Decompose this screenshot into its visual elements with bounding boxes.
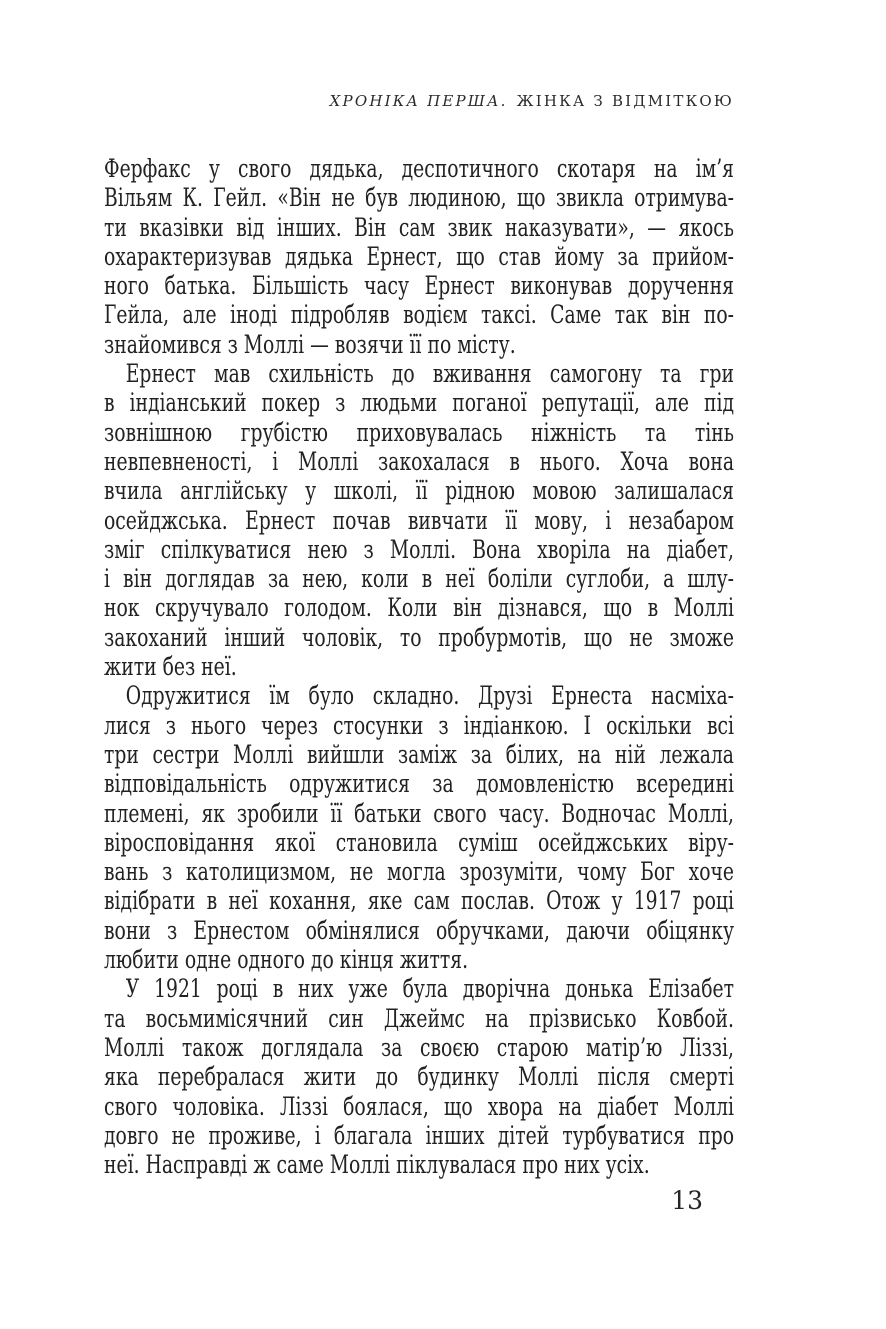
running-header-title: ЖІНКА З ВІДМІТКОЮ xyxy=(516,92,734,110)
body-line: вчила англійську у школі, її рідною мовою залишалася xyxy=(104,476,734,506)
body-line: закоханий інший чоловік, то пробурмотів, що не зможе xyxy=(104,622,734,652)
body-line: довго не проживе, і благала інших дітей турбуватися про xyxy=(104,1120,734,1150)
body-line: знайомився з Моллі — возячи її по місту. xyxy=(104,329,516,359)
body-line: Вільям К. Гейл. «Він не був людиною, що звикла отримува- xyxy=(104,183,734,213)
body-line: Моллі також доглядала за своєю старою матір’ю Ліззі, xyxy=(104,1032,734,1062)
body-line: любити одне одного до кінця життя. xyxy=(104,945,469,975)
running-header-chapter: ХРОНІКА ПЕРША. xyxy=(329,92,508,110)
body-line: зміг спілкуватися нею з Моллі. Вона хворіла на діабет, xyxy=(104,534,734,564)
body-line: лися з нього через стосунки з індіанкою. І оскільки всі xyxy=(104,710,734,740)
body-line: жити без неї. xyxy=(104,652,237,682)
body-line: і він доглядав за нею, коли в неї боліли суглоби, а шлу- xyxy=(104,564,734,594)
body-line: яка перебралася жити до будинку Моллі після смерті xyxy=(104,1062,734,1092)
body-line: Гейла, але іноді підробляв водієм таксі. Саме так він по- xyxy=(104,300,734,330)
body-line: нок скручувало голодом. Коли він дізнався, що в Моллі xyxy=(104,593,734,623)
body-line: відібрати в неї кохання, яке сам послав. Отож у 1917 році xyxy=(104,886,734,916)
body-line: охарактеризував дядька Ернест, що став йому за прийом- xyxy=(104,241,734,271)
body-line: віросповідання якої становила суміш осейджських віру- xyxy=(104,827,734,857)
body-line: зовнішною грубістю приховувалась ніжність та тінь xyxy=(104,417,734,447)
body-line: Одружитися їм було складно. Друзі Ернеста насміха- xyxy=(125,681,734,711)
body-line: відповідальність одружитися за домовленістю всередині xyxy=(104,769,734,799)
body-line: свого чоловіка. Ліззі боялася, що хвора на діабет Моллі xyxy=(104,1091,734,1121)
paragraph xyxy=(104,974,734,1179)
paragraph xyxy=(104,154,734,359)
text-block xyxy=(104,154,734,1179)
body-line: неї. Насправді ж саме Моллі піклувалася про них усіх. xyxy=(104,1150,650,1180)
body-line: в індіанський покер з людьми поганої репутації, але під xyxy=(104,388,734,418)
body-line: племені, як зробили її батьки свого часу. Водночас Моллі, xyxy=(104,798,734,828)
body-line: три сестри Моллі вийшли заміж за білих, на ній лежала xyxy=(104,739,734,769)
text-block-inner xyxy=(104,154,734,1179)
body-line: ного батька. Більшість часу Ернест виконував доручення xyxy=(104,271,734,301)
body-line: вань з католицизмом, не могла зрозуміти, чому Бог хоче xyxy=(104,857,734,887)
body-line: ти вказівки від інших. Він сам звик наказувати», — якось xyxy=(104,212,734,242)
body-line: невпевненості, і Моллі закохалася в нього. Хоча вона xyxy=(104,446,734,476)
body-line: У 1921 році в них уже була дворічна донька Елізабет xyxy=(125,974,734,1004)
body-line: осейджська. Ернест почав вивчати її мову, і незабаром xyxy=(104,505,734,535)
body-line: та восьмимісячний син Джеймс на прізвисько Ковбой. xyxy=(104,1003,734,1033)
paragraph xyxy=(104,681,734,974)
body-line: Ернест мав схильність до вживання самогону та гри xyxy=(125,359,734,389)
body-line: Ферфакс у свого дядька, деспотичного скотаря на ім’я xyxy=(104,154,734,183)
page-number: 13 xyxy=(671,1186,703,1215)
paragraph xyxy=(104,359,734,681)
body-line: вони з Ернестом обмінялися обручками, даючи обіцянку xyxy=(104,915,734,945)
running-header xyxy=(330,92,734,110)
